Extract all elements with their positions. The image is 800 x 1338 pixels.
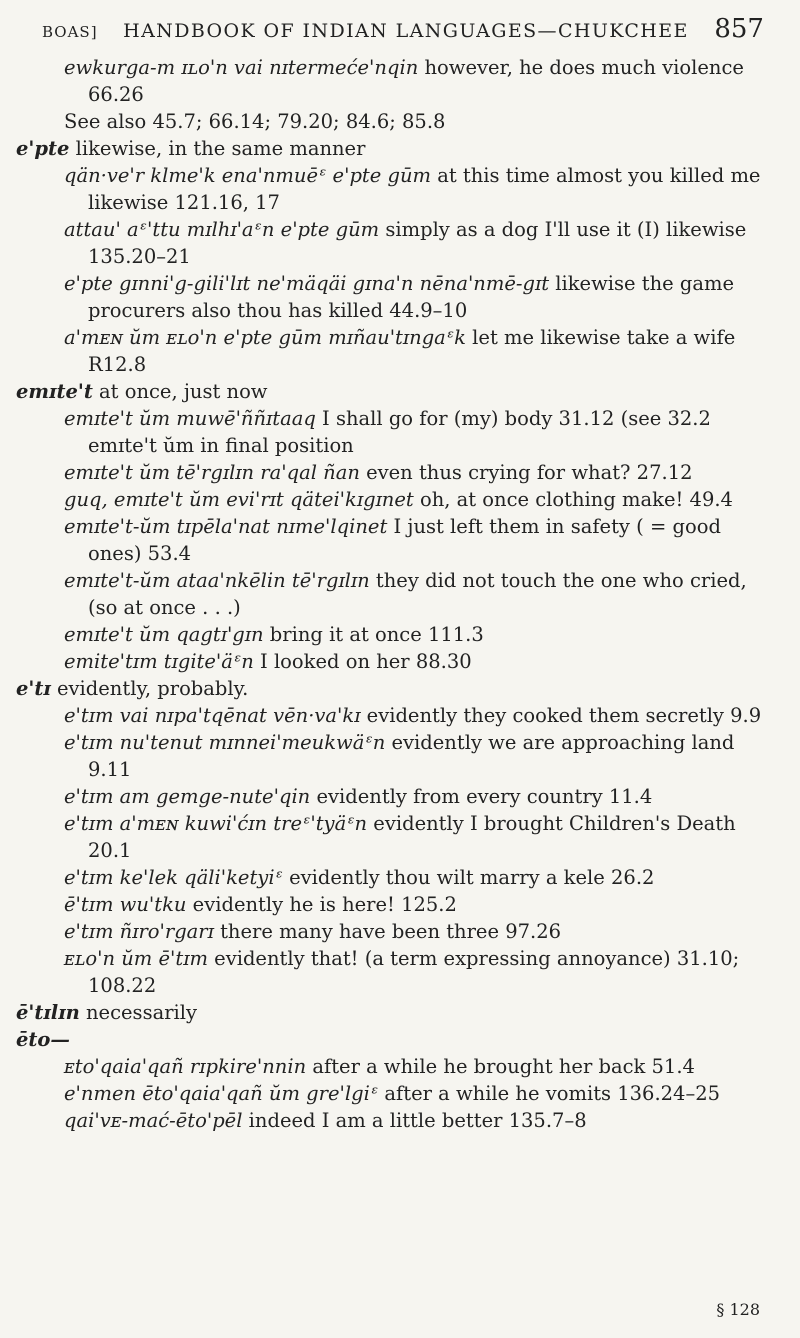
gloss-text: evidently we are approaching land 9.11 <box>88 731 735 781</box>
running-header <box>42 14 764 48</box>
gloss-text: evidently, probably. <box>50 677 249 700</box>
entry-example <box>64 864 770 891</box>
entry-example <box>64 621 770 648</box>
native-text: emɪte't-ŭm tɪpēla'nat nɪme'lqinet <box>64 515 388 538</box>
gloss-text: evidently that! (a term expressing annoyance) 31.10; 108.22 <box>88 947 740 997</box>
native-text: e'tɪm ñɪro'rgarɪ <box>64 920 214 943</box>
entry-headword <box>16 135 770 162</box>
entry-example <box>64 567 770 621</box>
gloss-text: after a while he brought her back 51.4 <box>306 1055 695 1078</box>
gloss-text: I looked on her 88.30 <box>253 650 472 673</box>
entry-example <box>64 486 770 513</box>
entry-example <box>64 648 770 675</box>
gloss-text: at once, just now <box>92 380 268 403</box>
entry-example <box>64 216 770 270</box>
entry-headword <box>16 675 770 702</box>
gloss-text: oh, at once clothing make! 49.4 <box>413 488 733 511</box>
native-text: qän·ve'r klme'k ena'nmuēᵋ e'pte gūm <box>64 164 432 187</box>
gloss-text: they did not touch the one who cried, (so at once . . .) <box>88 569 747 619</box>
gloss-text: evidently I brought Children's Death 20.1 <box>88 812 736 862</box>
native-text: emite'tɪm tɪgite'äᵋn <box>64 650 254 673</box>
native-text: ē'tɪlɪn <box>16 1001 80 1024</box>
native-text: e'tɪm vai nɪpa'tqēnat vēn·va'kɪ <box>64 704 361 727</box>
native-text: emɪte't ŭm qagtɪ'gɪn <box>64 623 264 646</box>
gloss-text: simply as a dog I'll use it (I) likewise 135.20–21 <box>88 218 747 268</box>
section-number: § 128 <box>716 1300 760 1319</box>
native-text: e'tɪm a'mᴇɴ kuwi'ćɪn treᵋ'tyäᵋn <box>64 812 368 835</box>
gloss-text: likewise, in the same manner <box>69 137 366 160</box>
gloss-text: indeed I am a little better 135.7–8 <box>242 1109 587 1132</box>
header-title: HANDBOOK OF INDIAN LANGUAGES—CHUKCHEE <box>123 20 689 42</box>
native-text: e'pte <box>16 137 70 160</box>
native-text: ewkurga-m ɪʟo'n vai nɪtermeće'nqin <box>64 56 419 79</box>
native-text: emɪte't-ŭm ataa'nkēlin tē'rgɪlɪn <box>64 569 370 592</box>
gloss-text: at this time almost you killed me likewise 121.16, 17 <box>88 164 761 214</box>
native-text: emɪte't ŭm tē'rgɪlɪn ra'qal ñan <box>64 461 360 484</box>
gloss-text: necessarily <box>79 1001 198 1024</box>
entry-example <box>64 1053 770 1080</box>
gloss-text: even thus crying for what? 27.12 <box>359 461 693 484</box>
gloss-text: evidently from every country 11.4 <box>310 785 653 808</box>
native-text: qai'vᴇ-mać-ēto'pēl <box>64 1109 243 1132</box>
entry-example <box>64 702 770 729</box>
gloss-text: evidently they cooked them secretly 9.9 <box>360 704 762 727</box>
gloss-text: likewise the game procurers also thou has killed 44.9–10 <box>88 272 735 322</box>
page-number: 857 <box>714 14 764 44</box>
gloss-text: evidently thou wilt marry a kele 26.2 <box>282 866 655 889</box>
entry-headword <box>16 1026 770 1053</box>
entry-example <box>64 810 770 864</box>
entry-example <box>64 459 770 486</box>
native-text: e'tɪ <box>16 677 51 700</box>
gloss-text: bring it at once 111.3 <box>263 623 484 646</box>
entry-example <box>64 1080 770 1107</box>
native-text: ᴇto'qaia'qañ rɪpkire'nnin <box>64 1055 307 1078</box>
native-text: ē'tɪm wu'tku <box>64 893 187 916</box>
gloss-text: See also 45.7; 66.14; 79.20; 84.6; 85.8 <box>64 110 446 133</box>
gloss-text: let me likewise take a wife R12.8 <box>88 326 736 376</box>
entry-example <box>64 783 770 810</box>
entry-headword <box>16 999 770 1026</box>
entry-example <box>64 405 770 459</box>
entry-headword <box>16 378 770 405</box>
native-text: e'nmen ēto'qaia'qañ ŭm gre'lgiᵋ <box>64 1082 379 1105</box>
gloss-text: after a while he vomits 136.24–25 <box>378 1082 721 1105</box>
native-text: ēto— <box>16 1028 70 1051</box>
dictionary-entries <box>16 54 770 1134</box>
native-text: e'tɪm ke'lek qäli'ketyiᵋ <box>64 866 283 889</box>
gloss-text: I shall go for (my) body 31.12 (see 32.2 emɪte't ŭm in final position <box>88 407 711 457</box>
native-text: e'tɪm am gemge-nute'qin <box>64 785 311 808</box>
entry-example <box>64 918 770 945</box>
native-text: e'tɪm nu'tenut mɪnnei'meukwäᵋn <box>64 731 386 754</box>
native-text: attau' aᵋ'ttu mɪlhɪ'aᵋn e'pte gūm <box>64 218 380 241</box>
native-text: emɪte't <box>16 380 93 403</box>
entry-example <box>64 324 770 378</box>
entry-example <box>64 54 770 108</box>
entry-example <box>64 729 770 783</box>
native-text: ᴇʟo'n ŭm ē'tɪm <box>64 947 208 970</box>
gloss-text: I just left them in safety ( = good ones) 53.4 <box>88 515 721 565</box>
native-text: a'mᴇɴ ŭm ᴇʟo'n e'pte gūm mɪñau'tɪngaᵋk <box>64 326 466 349</box>
entry-example <box>64 513 770 567</box>
entry-example <box>64 270 770 324</box>
entry-example <box>64 891 770 918</box>
entry-example <box>64 945 770 999</box>
entry-example <box>64 162 770 216</box>
native-text: emɪte't ŭm muwē'ññɪtaaq <box>64 407 316 430</box>
gloss-text: there many have been three 97.26 <box>213 920 562 943</box>
native-text: guq, emɪte't ŭm evi'rɪt qätei'kɪgɪnet <box>64 488 414 511</box>
gloss-text: however, he does much violence 66.26 <box>88 56 744 106</box>
entry-example <box>64 108 770 135</box>
header-author: BOAS] <box>42 23 98 41</box>
native-text: e'pte gɪnni'g-gili'lɪt ne'mäqäi gɪna'n nēna'nmē-gɪt <box>64 272 550 295</box>
gloss-text: evidently he is here! 125.2 <box>186 893 457 916</box>
entry-example <box>64 1107 770 1134</box>
